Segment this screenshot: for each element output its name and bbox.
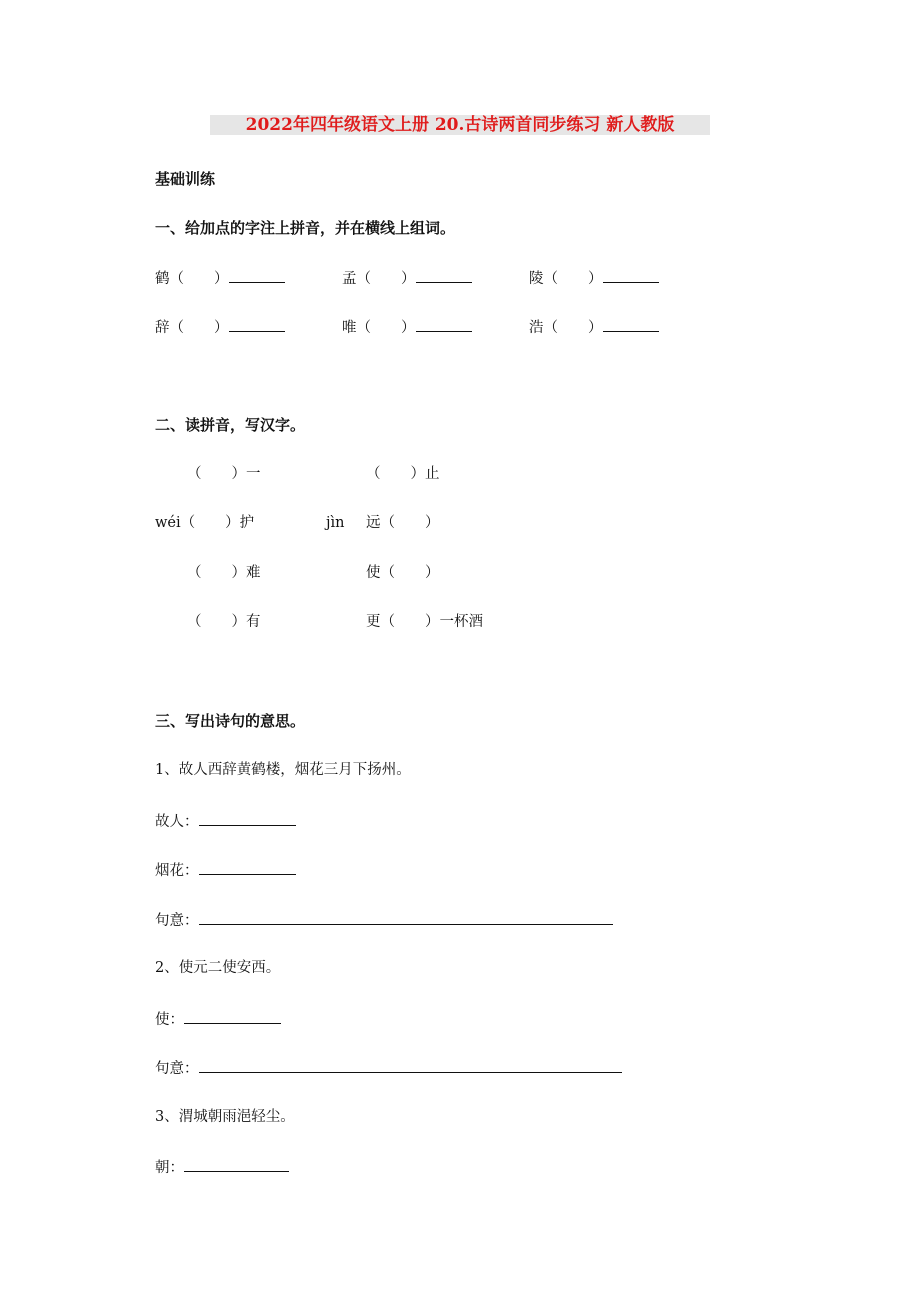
- paren-open: （: [180, 515, 196, 531]
- paren-close: ）: [588, 271, 603, 287]
- q2-suffix: 护: [239, 515, 255, 531]
- q2-right-row3: [366, 563, 440, 583]
- answer-line[interactable]: [184, 1008, 281, 1024]
- answer-line[interactable]: [199, 859, 296, 875]
- paren-open: （: [169, 320, 184, 336]
- q1-item-ling: [529, 267, 659, 289]
- q1-char: 鹤: [155, 271, 170, 287]
- q1-char: 孟: [342, 271, 357, 287]
- q1-char: 浩: [529, 320, 544, 336]
- paren-close: ）: [425, 614, 440, 630]
- paren-open: （: [356, 271, 371, 287]
- q3-shi-row: [155, 1008, 281, 1030]
- paren-open: （: [380, 515, 395, 531]
- q2-suffix: 一杯酒: [439, 614, 483, 630]
- paren-close: ）: [410, 466, 425, 482]
- q2-right-row1: [366, 464, 440, 484]
- q2-heading: 二、读拼音，写汉字。: [155, 416, 306, 434]
- paren-close: ）: [214, 320, 229, 336]
- q1-heading: 一、给加点的字注上拼音，并在横线上组词。: [155, 219, 456, 237]
- q2-left-row2: [155, 513, 254, 533]
- paren-close: ）: [231, 565, 246, 581]
- paren-open: （: [187, 565, 202, 581]
- paren-close: ）: [425, 515, 440, 531]
- answer-line[interactable]: [199, 810, 296, 826]
- paren-close: ）: [401, 320, 416, 336]
- pinyin-wei: wéi: [155, 515, 181, 531]
- q1-item-meng: [342, 267, 472, 289]
- paren-close: ）: [214, 271, 229, 287]
- q2-left-row4: [187, 612, 261, 632]
- paren-open: （: [187, 614, 202, 630]
- q3-item2: 2、使元二使安西。: [155, 960, 281, 976]
- q2-suffix: 一: [246, 466, 261, 482]
- q2-prefix: 远: [366, 515, 381, 531]
- q1-char: 辞: [155, 320, 170, 336]
- q3-juyi-row-1: [155, 909, 613, 931]
- answer-line[interactable]: [199, 1057, 622, 1073]
- q1-item-ci: [155, 316, 285, 338]
- q3-zhao-row: [155, 1156, 289, 1178]
- paren-open: （: [543, 271, 558, 287]
- q2-prefix: 更: [366, 614, 381, 630]
- q2-left-row3: [187, 563, 261, 583]
- section-basic-training: 基础训练: [155, 170, 216, 188]
- answer-line[interactable]: [184, 1156, 289, 1172]
- q2-suffix: 止: [425, 466, 440, 482]
- q3-juyi-row-2: [155, 1057, 622, 1079]
- pinyin-jin: jìn: [326, 515, 345, 531]
- q2-suffix: 难: [246, 565, 261, 581]
- q3-label: 句意：: [155, 913, 199, 929]
- q3-label: 使：: [155, 1012, 184, 1028]
- q3-heading: 三、写出诗句的意思。: [155, 712, 306, 730]
- q3-label: 朝：: [155, 1160, 184, 1176]
- q3-yanhua-row: [155, 859, 296, 881]
- q3-label: 烟花：: [155, 863, 199, 879]
- answer-line[interactable]: [229, 267, 285, 283]
- paren-open: （: [169, 271, 184, 287]
- answer-line[interactable]: [603, 316, 659, 332]
- answer-line[interactable]: [199, 909, 613, 925]
- q3-item3: 3、渭城朝雨浥轻尘。: [155, 1109, 295, 1125]
- paren-open: （: [366, 466, 381, 482]
- q1-item-hao: [529, 316, 659, 338]
- paren-open: （: [380, 614, 395, 630]
- q1-char: 陵: [529, 271, 544, 287]
- paren-open: （: [187, 466, 202, 482]
- q2-left-row1: [187, 464, 261, 484]
- paren-close: ）: [401, 271, 416, 287]
- answer-line[interactable]: [416, 316, 472, 332]
- paren-open: （: [380, 565, 395, 581]
- q1-item-wei: [342, 316, 472, 338]
- q3-label: 句意：: [155, 1061, 199, 1077]
- q2-right-row4: [366, 612, 483, 632]
- q3-label: 故人：: [155, 814, 199, 830]
- paren-open: （: [356, 320, 371, 336]
- page-title: 2022年四年级语文上册 20.古诗两首同步练习 新人教版: [210, 115, 710, 135]
- answer-line[interactable]: [416, 267, 472, 283]
- paren-open: （: [543, 320, 558, 336]
- answer-line[interactable]: [229, 316, 285, 332]
- paren-close: ）: [588, 320, 603, 336]
- paren-close: ）: [225, 515, 240, 531]
- q3-guren-row: [155, 810, 296, 832]
- q2-prefix: 使: [366, 565, 381, 581]
- paren-close: ）: [231, 466, 246, 482]
- answer-line[interactable]: [603, 267, 659, 283]
- q1-char: 唯: [342, 320, 357, 336]
- paren-close: ）: [425, 565, 440, 581]
- q2-right-row2: [326, 513, 344, 533]
- q3-item1: 1、故人西辞黄鹤楼，烟花三月下扬州。: [155, 762, 411, 778]
- paren-close: ）: [231, 614, 246, 630]
- q1-item-he: [155, 267, 285, 289]
- q2-right-row2-word: [366, 513, 440, 533]
- q2-suffix: 有: [246, 614, 261, 630]
